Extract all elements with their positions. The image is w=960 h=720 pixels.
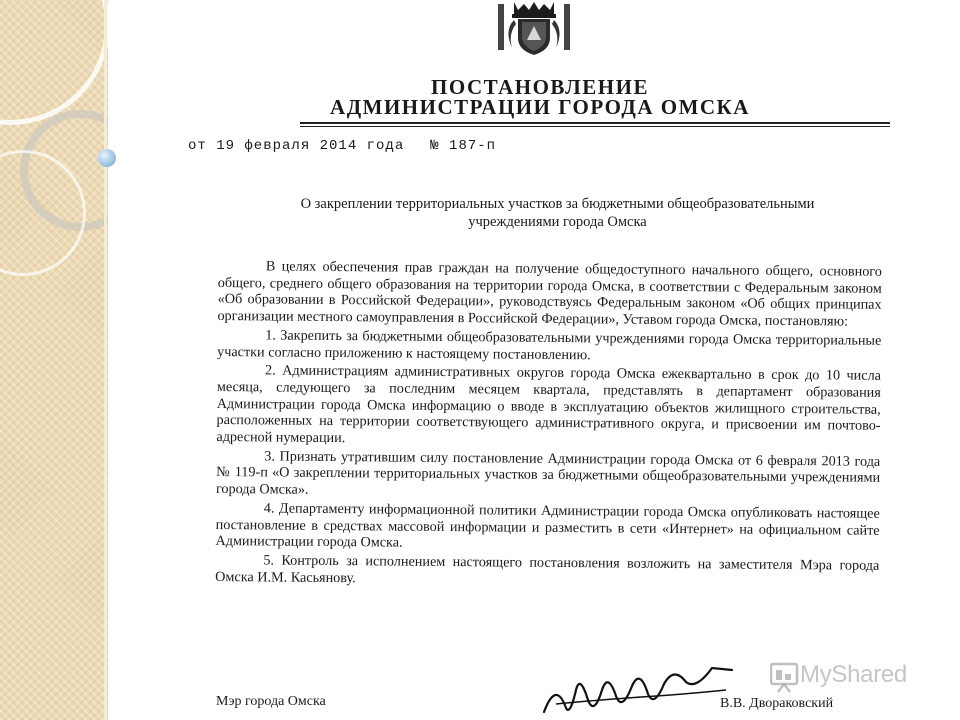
document-number: № 187-п (430, 138, 497, 154)
omsk-coat-of-arms-icon (494, 0, 574, 56)
document-subject: О закреплении территориальных участков за бюджетными общеобразовательными учреждениями города Омска (300, 196, 815, 230)
signer-name: В.В. Двораковский (720, 696, 834, 711)
point-paragraph: 5. Контроль за исполнением настоящего постановления возложить на заместителя Мэра города Омска И.М. Касьянову. (215, 552, 880, 586)
watermark-text: MyShared (800, 661, 907, 688)
decorative-side-strip (0, 0, 108, 720)
point-paragraph: 4. Департаменту информационной политики Администрации города Омска опубликовать настоящее постановление в средствах массовой информации и разместить в сети «Интернет» на официальном сайте Администрации города Омска. (215, 500, 880, 551)
document-body (215, 258, 882, 591)
date-number-line (188, 138, 522, 154)
point-paragraph: 2. Администрациям административных округов города Омска ежеквартально в срок до 10 числа месяца, следующего за последним месяцем квартала, представлять в департамент образования Администрации города Омска информацию о вводе в эксплуатацию объектов жилищного строительства, расположенных на территории соответствующего административного округа, и присвоении им почтово-адресной нумерации. (216, 362, 882, 447)
decorative-ring (0, 0, 108, 125)
document-title-line2: АДМИНИСТРАЦИИ ГОРОДА ОМСКА (330, 95, 750, 119)
preamble-paragraph: В целях обеспечения прав граждан на получение общедоступного начального общего, основного общего, среднего общего образования на территории города Омска, в соответствии с Федеральным законом «Об образовании в Российской Федерации», руководствуясь Федеральным законом «Об общих принципах организации местного самоуправления в Российской Федерации», Уставом города Омска, постановляю: (217, 258, 882, 330)
strip-divider (104, 0, 107, 720)
document-title-line1: ПОСТАНОВЛЕНИЕ (431, 75, 649, 99)
point-paragraph: 1. Закрепить за бюджетными общеобразовательными учреждениями города Омска территориальные участки согласно приложению к настоящему постановлению. (217, 327, 882, 363)
decorative-bubble-icon (98, 149, 116, 167)
point-paragraph: 3. Признать утратившим силу постановление Администрации города Омска от 6 февраля 2013 года № 119-п «О закреплении территориальных участков за бюджетными общеобразовательными учреждениями города Омска». (215, 448, 881, 498)
title-rule-thin (300, 126, 890, 127)
signer-position: Мэр города Омска (216, 694, 326, 709)
document-date: от 19 февраля 2014 года (188, 138, 405, 154)
handwritten-signature (536, 660, 736, 720)
title-rule (300, 122, 890, 124)
